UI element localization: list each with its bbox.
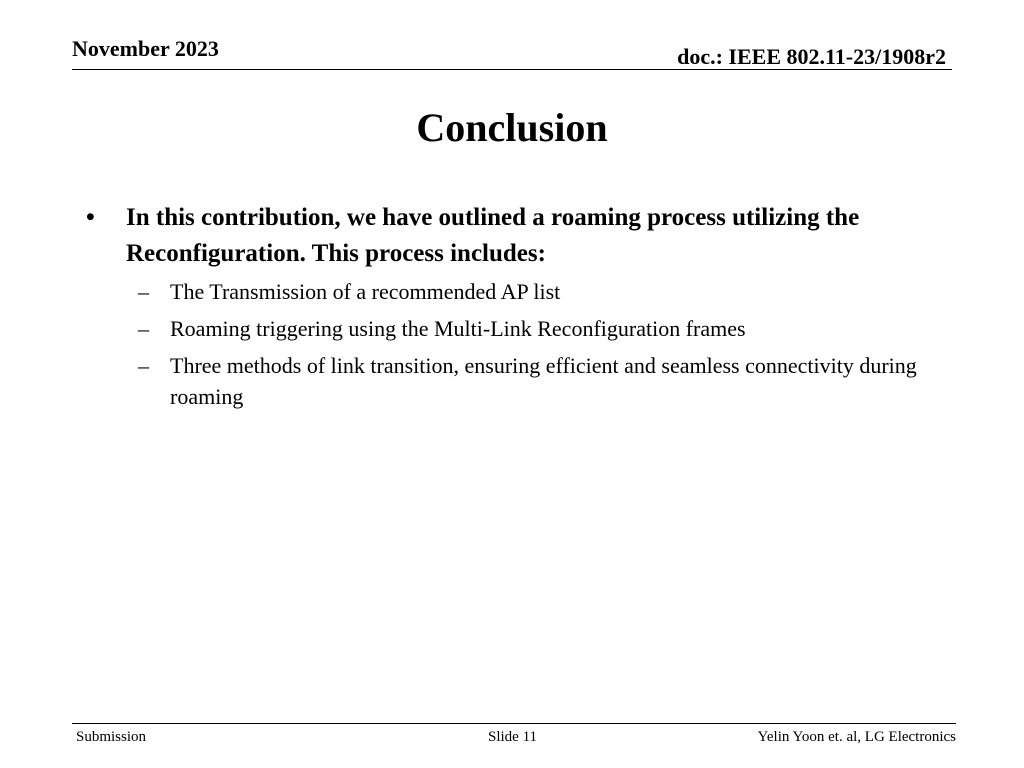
- sub-bullet-text: Three methods of link transition, ensuring efficient and seamless connectivity during roaming: [170, 353, 917, 409]
- sub-bullet-marker: –: [138, 353, 149, 378]
- bullet-text: In this contribution, we have outlined a roaming process utilizing the Reconfiguration. This process includes:: [126, 204, 860, 267]
- sub-bullet-text: Roaming triggering using the Multi-Link Reconfiguration frames: [170, 316, 746, 341]
- bullet-marker: •: [86, 204, 95, 231]
- header-date: November 2023: [72, 36, 219, 61]
- sub-bullet-marker: –: [138, 279, 149, 304]
- sub-bullet-text: The Transmission of a recommended AP list: [170, 279, 561, 304]
- sub-bullet-marker: –: [138, 316, 149, 341]
- bullet-item: [86, 200, 936, 272]
- sub-bullet-item: [138, 276, 936, 307]
- header-divider: [72, 69, 952, 70]
- header-doc-id: doc.: IEEE 802.11-23/1908r2: [677, 44, 946, 69]
- slide-title: Conclusion: [416, 105, 608, 150]
- footer-slide-number: Slide 11: [488, 729, 538, 745]
- sub-bullet-list: [86, 276, 936, 412]
- footer-divider: [72, 723, 956, 724]
- sub-bullet-item: [138, 313, 936, 344]
- footer-author: Yelin Yoon et. al, LG Electronics: [757, 729, 956, 745]
- footer-submission: Submission: [76, 729, 147, 745]
- slide-body: [86, 200, 936, 418]
- sub-bullet-item: [138, 350, 936, 412]
